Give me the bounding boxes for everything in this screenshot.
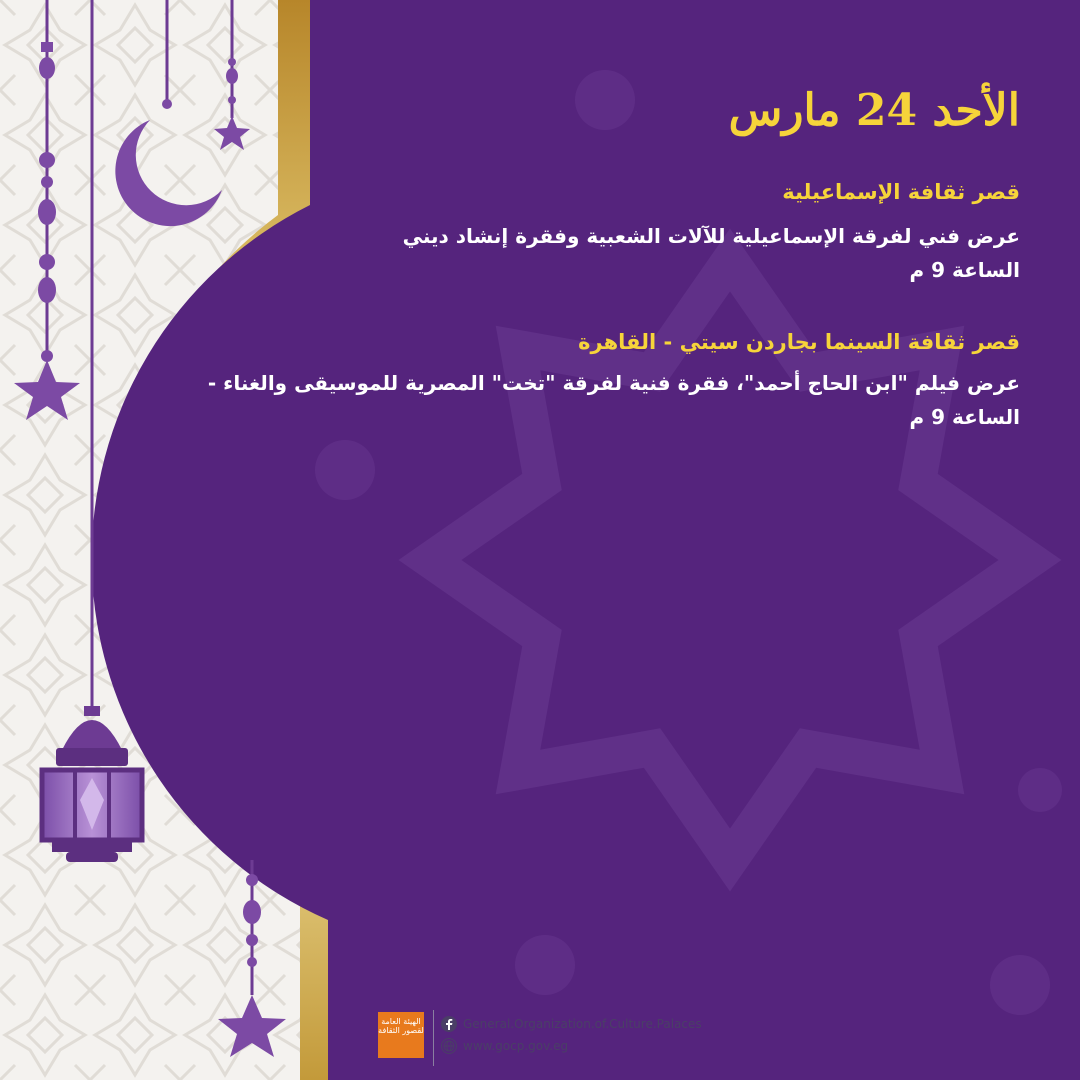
event-1-description: عرض فني لفرقة الإسماعيلية للآلات الشعبية وفقرة إنشاد ديني bbox=[402, 224, 1020, 248]
website-link[interactable] bbox=[441, 1038, 568, 1054]
facebook-icon bbox=[441, 1016, 457, 1032]
event-1-time: الساعة 9 م bbox=[909, 258, 1020, 282]
event-1-venue: قصر ثقافة الإسماعيلية bbox=[782, 180, 1020, 204]
event-2-venue: قصر ثقافة السينما بجاردن سيتي - القاهرة bbox=[578, 330, 1020, 354]
facebook-page-name: General.Organization.of.Culture.Palaces bbox=[463, 1017, 702, 1031]
event-date-title: الأحد 24 مارس bbox=[728, 85, 1020, 136]
footer-divider bbox=[433, 1010, 434, 1066]
facebook-link[interactable] bbox=[441, 1016, 702, 1032]
event-2-time: الساعة 9 م bbox=[909, 405, 1020, 429]
globe-icon bbox=[441, 1038, 457, 1054]
website-url: www.gocp.gov.eg bbox=[463, 1039, 569, 1053]
footer bbox=[375, 1008, 775, 1068]
event-2-description: عرض فيلم "ابن الحاج أحمد"، فقرة فنية لفرقة "تخت" المصرية للموسيقى والغناء - bbox=[207, 371, 1020, 395]
gocp-logo: الهيئة العامة لقصور الثقافة bbox=[378, 1012, 424, 1058]
